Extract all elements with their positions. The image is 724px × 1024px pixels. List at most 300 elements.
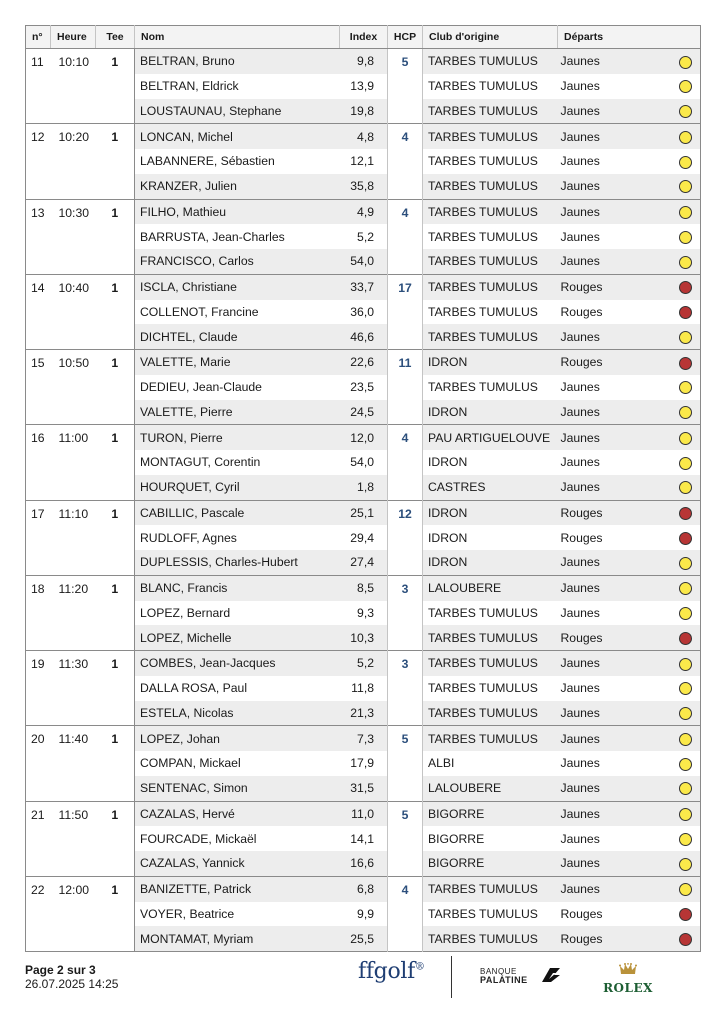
red-tee-dot-icon: [679, 908, 692, 921]
player-name: MONTAMAT, Myriam: [135, 926, 340, 951]
yellow-tee-dot-icon: [679, 406, 692, 419]
player-index: 36,0: [350, 304, 374, 319]
player-depart: Jaunes: [558, 776, 671, 801]
group-hcp: 4: [388, 124, 423, 199]
group-time: 11:50: [51, 801, 96, 876]
group-time: 10:10: [58, 55, 89, 69]
table-header-row: [26, 26, 701, 49]
player-index: 23,5: [350, 380, 374, 395]
yellow-tee-dot-icon: [679, 80, 692, 93]
player-index: 31,5: [340, 776, 388, 801]
tee-marker: [671, 625, 701, 650]
player-name: VOYER, Beatrice: [140, 906, 235, 921]
group-time: 11:20: [51, 575, 96, 650]
group-hcp: 5: [388, 49, 423, 124]
yellow-tee-dot-icon: [679, 56, 692, 69]
tee-marker: [671, 74, 701, 99]
player-depart: Jaunes: [560, 154, 600, 169]
tee-marker: [671, 350, 701, 375]
player-club: TARBES TUMULUS: [428, 79, 538, 94]
player-name: HOURQUET, Cyril: [135, 475, 340, 500]
player-index: 6,8: [340, 876, 388, 901]
tee-marker: [671, 49, 701, 74]
player-club: TARBES TUMULUS: [423, 651, 558, 676]
player-club: TARBES TUMULUS: [423, 876, 558, 901]
player-index: 21,3: [340, 701, 388, 726]
player-row: [26, 124, 701, 149]
player-depart: Jaunes: [560, 831, 600, 846]
player-row: [26, 651, 701, 676]
player-club: TARBES TUMULUS: [423, 124, 558, 149]
player-club: IDRON: [423, 500, 558, 525]
player-index: 8,5: [340, 575, 388, 600]
yellow-tee-dot-icon: [679, 131, 692, 144]
player-depart: Jaunes: [558, 199, 671, 224]
player-club: TARBES TUMULUS: [428, 681, 538, 696]
yellow-tee-dot-icon: [679, 180, 692, 193]
footer-divider: [451, 956, 452, 998]
player-club: TARBES TUMULUS: [423, 701, 558, 726]
player-depart: Rouges: [560, 304, 603, 319]
group-number: 12: [26, 124, 51, 199]
group-time: 10:40: [51, 274, 96, 349]
player-name: SENTENAC, Simon: [135, 776, 340, 801]
player-name: FRANCISCO, Carlos: [135, 249, 340, 274]
player-index: 33,7: [340, 274, 388, 299]
group-number: 21: [26, 801, 51, 876]
col-header-nom: Nom: [135, 26, 340, 49]
yellow-tee-dot-icon: [679, 808, 692, 821]
player-club: IDRON: [423, 400, 558, 425]
player-club: TARBES TUMULUS: [428, 154, 538, 169]
group-time: 10:50: [51, 350, 96, 425]
player-depart: Jaunes: [558, 701, 671, 726]
tee-marker: [671, 199, 701, 224]
yellow-tee-dot-icon: [679, 883, 692, 896]
player-name: DEDIEU, Jean-Claude: [140, 380, 262, 395]
banque-palatine-logo: [480, 967, 528, 985]
player-depart: Jaunes: [558, 876, 671, 901]
tee-marker: [671, 149, 701, 174]
ffgolf-logo: [358, 959, 425, 984]
player-club: LALOUBERE: [423, 575, 558, 600]
player-name: DICHTEL, Claude: [135, 324, 340, 349]
yellow-tee-dot-icon: [679, 782, 692, 795]
red-tee-dot-icon: [679, 532, 692, 545]
group-hcp: 17: [388, 274, 423, 349]
player-depart: Rouges: [558, 500, 671, 525]
player-depart: Jaunes: [560, 380, 600, 395]
player-depart: Jaunes: [558, 575, 671, 600]
yellow-tee-dot-icon: [679, 557, 692, 570]
tee-marker: [671, 776, 701, 801]
start-list-sheet: [25, 25, 700, 952]
yellow-tee-dot-icon: [679, 457, 692, 470]
tee-marker: [671, 651, 701, 676]
player-depart: Jaunes: [558, 174, 671, 199]
tee-marker: [671, 751, 701, 776]
player-depart: Jaunes: [558, 124, 671, 149]
rolex-logo-text: ROLEX: [603, 981, 653, 995]
player-index: 54,0: [340, 249, 388, 274]
player-name: ESTELA, Nicolas: [135, 701, 340, 726]
player-row: [26, 274, 701, 299]
group-time: 10:30: [51, 199, 96, 274]
player-club: TARBES TUMULUS: [428, 304, 538, 319]
player-name: LABANNERE, Sébastien: [140, 154, 275, 169]
yellow-tee-dot-icon: [679, 156, 692, 169]
group-tee: 1: [96, 575, 135, 650]
tee-marker: [671, 826, 701, 851]
tee-marker: [671, 876, 701, 901]
player-index: 29,4: [350, 530, 374, 545]
player-club: ALBI: [428, 756, 455, 771]
player-depart: Jaunes: [558, 249, 671, 274]
player-club: TARBES TUMULUS: [423, 199, 558, 224]
player-name: BARRUSTA, Jean-Charles: [140, 229, 285, 244]
player-index: 10,3: [340, 625, 388, 650]
group-hcp: 5: [388, 801, 423, 876]
yellow-tee-dot-icon: [679, 206, 692, 219]
player-club: TARBES TUMULUS: [428, 229, 538, 244]
group-hcp: 3: [388, 651, 423, 726]
player-club: TARBES TUMULUS: [428, 906, 538, 921]
player-name: VALETTE, Marie: [135, 350, 340, 375]
group-hcp: 11: [388, 350, 423, 425]
player-index: 17,9: [350, 756, 374, 771]
ffgolf-logo-text: ffgolf: [358, 959, 415, 984]
player-club: TARBES TUMULUS: [423, 324, 558, 349]
yellow-tee-dot-icon: [679, 381, 692, 394]
player-name: FOURCADE, Mickaël: [140, 831, 257, 846]
tee-marker: [671, 550, 701, 575]
tee-marker: [671, 676, 701, 701]
player-index: 4,8: [340, 124, 388, 149]
group-hcp: 4: [388, 425, 423, 500]
player-index: 25,5: [340, 926, 388, 951]
player-depart: Jaunes: [558, 726, 671, 751]
tee-marker: [671, 601, 701, 626]
player-depart: Jaunes: [560, 681, 600, 696]
player-index: 4,9: [340, 199, 388, 224]
player-name: KRANZER, Julien: [135, 174, 340, 199]
player-name: ISCLA, Christiane: [135, 274, 340, 299]
col-header-heure: Heure: [51, 26, 96, 49]
player-name: BLANC, Francis: [135, 575, 340, 600]
yellow-tee-dot-icon: [679, 682, 692, 695]
player-depart: Jaunes: [560, 79, 600, 94]
player-club: LALOUBERE: [423, 776, 558, 801]
player-row: [26, 876, 701, 901]
player-depart: Rouges: [558, 350, 671, 375]
player-index: 11,8: [351, 681, 374, 696]
player-name: LOPEZ, Bernard: [140, 605, 231, 620]
player-row: [26, 575, 701, 600]
player-index: 11,0: [340, 801, 388, 826]
player-index: 35,8: [340, 174, 388, 199]
player-depart: Rouges: [558, 274, 671, 299]
player-row: [26, 350, 701, 375]
group-number: 13: [26, 199, 51, 274]
player-index: 46,6: [340, 324, 388, 349]
registered-mark-icon: ®: [415, 961, 425, 973]
player-name: COLLENOT, Francine: [140, 304, 259, 319]
player-club: PAU ARTIGUELOUVE: [423, 425, 558, 450]
red-tee-dot-icon: [679, 281, 692, 294]
player-club: TARBES TUMULUS: [423, 99, 558, 124]
player-name: DALLA ROSA, Paul: [140, 681, 248, 696]
red-tee-dot-icon: [679, 632, 692, 645]
player-depart: Jaunes: [560, 605, 600, 620]
player-depart: Jaunes: [558, 851, 671, 876]
player-club: BIGORRE: [423, 801, 558, 826]
group-time: 11:30: [51, 651, 96, 726]
col-header-departs: Départs: [558, 26, 701, 49]
tee-marker: [671, 124, 701, 149]
group-time: 12:00: [51, 876, 96, 951]
start-list-table: [25, 25, 701, 952]
palatine-emblem-icon: [540, 967, 562, 983]
group-tee: 1: [96, 49, 135, 124]
tee-marker: [671, 450, 701, 475]
player-depart: Jaunes: [560, 756, 600, 771]
player-index: 14,1: [350, 831, 374, 846]
tee-marker: [671, 425, 701, 450]
player-club: TARBES TUMULUS: [428, 380, 538, 395]
player-row: [26, 199, 701, 224]
col-header-club: Club d'origine: [423, 26, 558, 49]
player-name: MONTAGUT, Corentin: [140, 455, 261, 470]
group-time: 11:40: [51, 726, 96, 801]
group-tee: 1: [96, 726, 135, 801]
group-hcp: 4: [388, 199, 423, 274]
tee-marker: [671, 525, 701, 550]
group-hcp: 5: [388, 726, 423, 801]
tee-marker: [671, 274, 701, 299]
player-name: CAZALAS, Hervé: [135, 801, 340, 826]
yellow-tee-dot-icon: [679, 833, 692, 846]
player-row: [26, 425, 701, 450]
group-tee: 1: [96, 876, 135, 951]
player-index: 16,6: [340, 851, 388, 876]
yellow-tee-dot-icon: [679, 733, 692, 746]
rolex-logo: [598, 962, 658, 995]
start-list-body: [26, 49, 701, 952]
player-name: BELTRAN, Eldrick: [140, 79, 239, 94]
col-header-n: n°: [26, 26, 51, 49]
group-number: 17: [26, 500, 51, 575]
banque-logo-line1: BANQUE: [480, 967, 517, 976]
player-club: BIGORRE: [428, 831, 485, 846]
player-depart: Jaunes: [558, 801, 671, 826]
tee-marker: [671, 174, 701, 199]
page-number: Page 2 sur 3: [25, 963, 96, 977]
player-depart: Rouges: [560, 906, 603, 921]
player-depart: Jaunes: [558, 475, 671, 500]
group-hcp: 12: [388, 500, 423, 575]
page-info: [25, 963, 118, 991]
group-tee: 1: [96, 124, 135, 199]
tee-marker: [671, 324, 701, 349]
group-tee: 1: [96, 350, 135, 425]
tee-marker: [671, 500, 701, 525]
tee-marker: [671, 400, 701, 425]
player-depart: Jaunes: [558, 49, 671, 74]
player-name: BELTRAN, Bruno: [135, 49, 340, 74]
rolex-crown-icon: [619, 963, 637, 975]
yellow-tee-dot-icon: [679, 858, 692, 871]
player-index: 22,6: [340, 350, 388, 375]
tee-marker: [671, 99, 701, 124]
red-tee-dot-icon: [679, 306, 692, 319]
yellow-tee-dot-icon: [679, 256, 692, 269]
player-index: 5,2: [340, 651, 388, 676]
player-index: 19,8: [340, 99, 388, 124]
tee-marker: [671, 902, 701, 927]
group-number: 20: [26, 726, 51, 801]
player-name: LOPEZ, Johan: [135, 726, 340, 751]
group-tee: 1: [96, 801, 135, 876]
player-index: 1,8: [340, 475, 388, 500]
player-index: 7,3: [340, 726, 388, 751]
yellow-tee-dot-icon: [679, 658, 692, 671]
player-club: TARBES TUMULUS: [423, 726, 558, 751]
tee-marker: [671, 801, 701, 826]
tee-marker: [671, 475, 701, 500]
group-time: 11:10: [51, 500, 96, 575]
tee-marker: [671, 300, 701, 325]
player-club: TARBES TUMULUS: [423, 274, 558, 299]
player-depart: Rouges: [558, 926, 671, 951]
player-name: TURON, Pierre: [135, 425, 340, 450]
group-tee: 1: [96, 425, 135, 500]
yellow-tee-dot-icon: [679, 432, 692, 445]
yellow-tee-dot-icon: [679, 758, 692, 771]
col-header-index: Index: [340, 26, 388, 49]
tee-marker: [671, 375, 701, 400]
group-number: 22: [26, 876, 51, 951]
player-row: [26, 500, 701, 525]
player-club: TARBES TUMULUS: [423, 49, 558, 74]
page-footer: [25, 959, 700, 1002]
player-club: TARBES TUMULUS: [423, 174, 558, 199]
red-tee-dot-icon: [679, 357, 692, 370]
tee-marker: [671, 851, 701, 876]
player-name: CAZALAS, Yannick: [135, 851, 340, 876]
group-time: 10:20: [51, 124, 96, 199]
player-depart: Jaunes: [558, 99, 671, 124]
player-depart: Rouges: [558, 625, 671, 650]
player-name: VALETTE, Pierre: [135, 400, 340, 425]
player-club: BIGORRE: [423, 851, 558, 876]
player-index: 9,8: [340, 49, 388, 74]
group-tee: 1: [96, 651, 135, 726]
tee-marker: [671, 249, 701, 274]
group-number: 11: [31, 55, 44, 69]
player-club: IDRON: [428, 530, 468, 545]
tee-marker: [671, 726, 701, 751]
yellow-tee-dot-icon: [679, 105, 692, 118]
player-name: COMBES, Jean-Jacques: [135, 651, 340, 676]
player-name: LOPEZ, Michelle: [135, 625, 340, 650]
player-depart: Jaunes: [558, 425, 671, 450]
player-club: IDRON: [428, 455, 468, 470]
player-depart: Jaunes: [560, 229, 600, 244]
red-tee-dot-icon: [679, 933, 692, 946]
player-club: IDRON: [423, 550, 558, 575]
player-name: FILHO, Mathieu: [135, 199, 340, 224]
player-depart: Rouges: [560, 530, 603, 545]
player-index: 24,5: [340, 400, 388, 425]
group-number: 14: [26, 274, 51, 349]
player-depart: Jaunes: [558, 651, 671, 676]
group-number: 16: [26, 425, 51, 500]
banque-logo-line2: PALATINE: [480, 975, 528, 985]
player-name: LOUSTAUNAU, Stephane: [135, 99, 340, 124]
yellow-tee-dot-icon: [679, 231, 692, 244]
player-index: 25,1: [340, 500, 388, 525]
player-row: [26, 49, 701, 74]
yellow-tee-dot-icon: [679, 481, 692, 494]
group-number: 18: [26, 575, 51, 650]
player-name: CABILLIC, Pascale: [135, 500, 340, 525]
player-club: IDRON: [423, 350, 558, 375]
col-header-tee: Tee: [96, 26, 135, 49]
player-club: TARBES TUMULUS: [423, 926, 558, 951]
yellow-tee-dot-icon: [679, 607, 692, 620]
player-depart: Jaunes: [558, 550, 671, 575]
player-index: 9,3: [357, 605, 374, 620]
player-depart: Jaunes: [558, 324, 671, 349]
player-name: RUDLOFF, Agnes: [140, 530, 237, 545]
red-tee-dot-icon: [679, 507, 692, 520]
player-index: 5,2: [357, 229, 374, 244]
group-tee: 1: [96, 274, 135, 349]
player-name: BANIZETTE, Patrick: [135, 876, 340, 901]
player-name: LONCAN, Michel: [135, 124, 340, 149]
group-hcp: 4: [388, 876, 423, 951]
player-club: TARBES TUMULUS: [428, 605, 538, 620]
player-club: CASTRES: [423, 475, 558, 500]
player-row: [26, 726, 701, 751]
col-header-hcp: HCP: [388, 26, 423, 49]
player-index: 12,0: [340, 425, 388, 450]
group-tee: 1: [96, 199, 135, 274]
group-number: 15: [26, 350, 51, 425]
tee-marker: [671, 575, 701, 600]
player-index: 12,1: [350, 154, 374, 169]
yellow-tee-dot-icon: [679, 331, 692, 344]
tee-marker: [671, 926, 701, 951]
group-hcp: 3: [388, 575, 423, 650]
player-index: 13,9: [350, 79, 374, 94]
group-time: 11:00: [51, 425, 96, 500]
player-name: DUPLESSIS, Charles-Hubert: [135, 550, 340, 575]
player-name: COMPAN, Mickael: [140, 756, 241, 771]
player-index: 9,9: [357, 906, 374, 921]
group-number: 19: [26, 651, 51, 726]
player-depart: Jaunes: [560, 455, 600, 470]
player-club: TARBES TUMULUS: [423, 249, 558, 274]
yellow-tee-dot-icon: [679, 582, 692, 595]
player-club: TARBES TUMULUS: [423, 625, 558, 650]
player-index: 54,0: [350, 455, 374, 470]
yellow-tee-dot-icon: [679, 707, 692, 720]
player-index: 27,4: [340, 550, 388, 575]
tee-marker: [671, 224, 701, 249]
print-datetime: 26.07.2025 14:25: [25, 977, 119, 991]
player-row: [26, 801, 701, 826]
